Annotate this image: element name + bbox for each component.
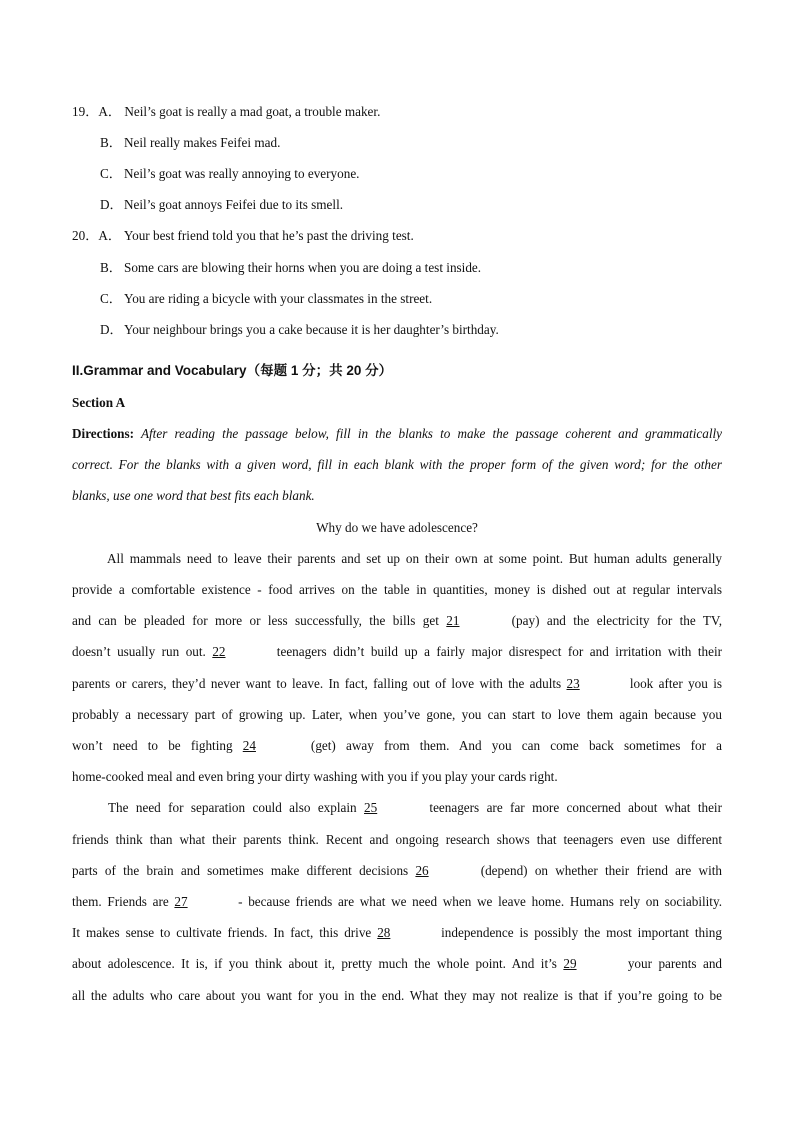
text-segment: about adolescence. It is, if you think about it, pretty much the whole point. And it’s xyxy=(72,956,564,971)
option-text: Some cars are blowing their horns when you are doing a test inside. xyxy=(124,260,482,275)
blank-27: 27 xyxy=(174,894,188,909)
blank-24: 24 xyxy=(242,738,256,753)
option-label: B． xyxy=(100,260,122,275)
p1-line-1: All mammals need to leave their parents and set up on their own at some point. But human adults generally xyxy=(107,551,722,566)
text-segment: teenagers didn’t build up a fairly major disrespect for and irritation with their xyxy=(270,644,722,659)
option-text: Neil’s goat annoys Feifei due to its smell. xyxy=(124,197,344,212)
question-20-option-a xyxy=(72,228,414,244)
question-number: 20． xyxy=(72,228,99,243)
directions-line-2: correct. For the blanks with a given word, fill in each blank with the proper form of the given word; for the other xyxy=(72,457,722,472)
text-segment: and can be pleaded for more or less successfully, the bills get xyxy=(72,613,447,628)
p1-line-5 xyxy=(72,676,722,692)
text-segment: The need for separation could also explain xyxy=(108,800,365,815)
text-segment: parents or carers, they’d never want to leave. In fact, falling out of love with the adults xyxy=(72,676,567,691)
text-segment: parts of the brain and sometimes make different decisions xyxy=(72,863,416,878)
section-score-note: （每题 1 分；共 20 分） xyxy=(246,363,393,378)
option-label: A． xyxy=(98,104,122,119)
option-text: Your neighbour brings you a cake because it is her daughter’s birthday. xyxy=(124,322,499,337)
blank-29: 29 xyxy=(563,956,577,971)
question-19-option-c xyxy=(100,166,359,182)
question-20-option-d xyxy=(100,322,499,338)
question-19-option-b xyxy=(100,135,280,151)
option-label: A． xyxy=(98,228,122,243)
blank-26: 26 xyxy=(415,863,429,878)
text-segment: look after you is xyxy=(624,676,722,691)
p1-line-2: provide a comfortable existence - food arrives on the table in quantities, money is dished out at regular intervals xyxy=(72,582,722,597)
option-text: You are riding a bicycle with your classmates in the street. xyxy=(124,291,433,306)
section-title: II.Grammar and Vocabulary xyxy=(72,363,247,378)
p2-line-6 xyxy=(72,956,722,972)
question-20-option-b xyxy=(100,260,481,276)
text-segment: independence is possibly the most important thing xyxy=(435,925,722,940)
question-number: 19． xyxy=(72,104,99,119)
text-segment: - because friends are what we need when we leave home. Humans rely on sociability. xyxy=(232,894,723,909)
section-a-label: Section A xyxy=(72,395,126,410)
p2-line-3 xyxy=(72,863,722,879)
option-text: Neil really makes Feifei mad. xyxy=(124,135,281,150)
p1-line-8: home-cooked meal and even bring your dirty washing with you if you play your cards right. xyxy=(72,769,558,784)
directions-line-1 xyxy=(72,426,722,442)
option-label: C． xyxy=(100,166,122,181)
p1-line-7 xyxy=(72,738,722,754)
directions-text: After reading the passage below, fill in the blanks to make the passage coherent and grammatically xyxy=(140,426,723,441)
directions-label: Directions: xyxy=(72,426,135,441)
question-19-option-d xyxy=(100,197,343,213)
p1-line-4 xyxy=(72,644,722,660)
option-label: B． xyxy=(100,135,122,150)
text-segment: It makes sense to cultivate friends. In fact, this drive xyxy=(72,925,378,940)
section-heading xyxy=(72,359,392,379)
p2-line-2: friends think than what their parents think. Recent and ongoing research shows that teenagers even use different xyxy=(72,832,722,847)
text-segment: (depend) on whether their friend are with xyxy=(473,863,722,878)
text-segment: won’t need to be fighting xyxy=(72,738,243,753)
option-text: Your best friend told you that he’s past the driving test. xyxy=(123,228,414,243)
directions-line-3: blanks, use one word that best fits each blank. xyxy=(72,488,315,503)
blank-28: 28 xyxy=(377,925,391,940)
option-text: Neil’s goat is really a mad goat, a trouble maker. xyxy=(124,104,381,119)
text-segment: doesn’t usually run out. xyxy=(72,644,213,659)
p2-line-4 xyxy=(72,894,722,910)
blank-23: 23 xyxy=(566,676,580,691)
p2-line-5 xyxy=(72,925,722,941)
blank-21: 21 xyxy=(446,613,460,628)
text-segment: them. Friends are xyxy=(72,894,175,909)
blank-22: 22 xyxy=(212,644,226,659)
p1-line-3 xyxy=(72,613,722,629)
option-label: D． xyxy=(100,322,123,337)
question-20-option-c xyxy=(100,291,432,307)
question-19-option-a xyxy=(72,104,380,120)
text-segment: teenagers are far more concerned about what their xyxy=(422,800,722,815)
p1-line-6: probably a necessary part of growing up. Later, when you’ve gone, you can start to love them again because you xyxy=(72,707,722,722)
option-label: D． xyxy=(100,197,123,212)
passage-title: Why do we have adolescence? xyxy=(316,520,478,535)
text-segment: (get) away from them. And you can come back sometimes for a xyxy=(300,738,722,753)
p2-line-7: all the adults who care about you want for you in the end. What they may not realize is that if you’re going to be xyxy=(72,988,722,1003)
text-segment: your parents and xyxy=(621,956,723,971)
p2-line-1 xyxy=(72,800,722,816)
blank-25: 25 xyxy=(364,800,378,815)
option-label: C． xyxy=(100,291,122,306)
text-segment: (pay) and the electricity for the TV, xyxy=(504,613,722,628)
option-text: Neil’s goat was really annoying to everyone. xyxy=(124,166,360,181)
